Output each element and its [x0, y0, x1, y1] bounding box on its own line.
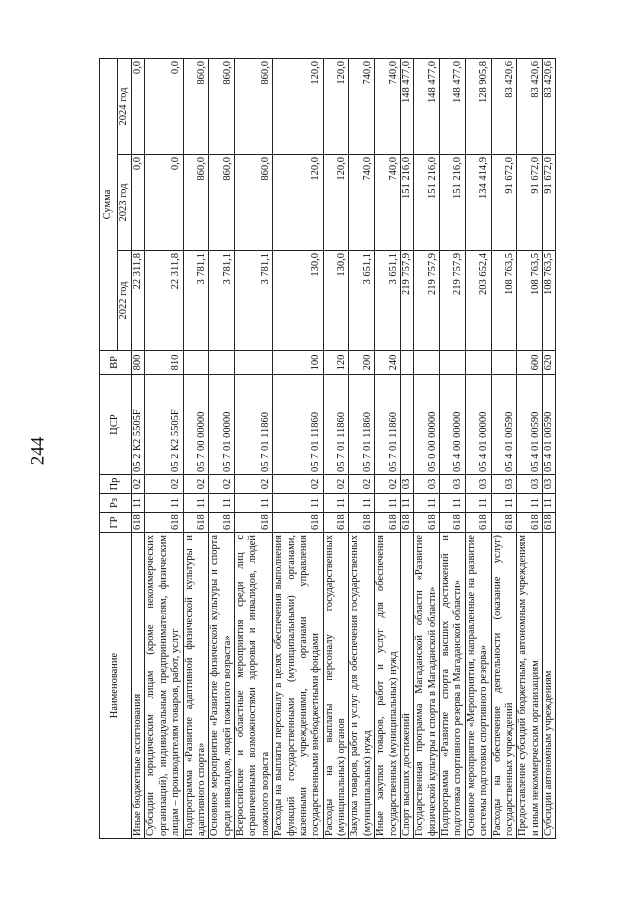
table-row [440, 59, 466, 839]
row-gr: 618 [440, 513, 466, 533]
row-csr [400, 375, 413, 475]
row-vr: 240 [375, 351, 401, 375]
table-row [183, 59, 209, 839]
row-gr: 618 [543, 513, 556, 533]
row-sum-2024: 83 420,6 [517, 59, 543, 155]
header-vr: ВР [100, 351, 132, 375]
row-vr: 620 [543, 351, 556, 375]
row-vr [209, 351, 235, 375]
page-number: 244 [27, 436, 49, 466]
row-name: Закупка товаров, работ и услуг для обеспечения государственных (муниципальных) нужд [349, 533, 375, 839]
row-pr: 02 [145, 475, 183, 494]
table-row [414, 59, 440, 839]
row-name: Иные закупки товаров, работ и услуг для обеспечения государственных (муниципальных) нужд [375, 533, 401, 839]
row-name: Расходы на выплаты персоналу государственных (муниципальных) органов [323, 533, 349, 839]
row-sum-2022: 108 763,5 [543, 251, 556, 351]
row-csr: 05 4 01 00590 [517, 375, 543, 475]
row-name: Государственная программа Магаданской области «Развитие физической культуры и спорта в Магаданской области» [414, 533, 440, 839]
row-name: Расходы на выплаты персоналу в целях обеспечения выполнения функций государственными (муниципальными) органами, казенными учреждениями, органами управления государственными внебюджетными фондами [273, 533, 324, 839]
table-row [375, 59, 401, 839]
row-sum-2024: 860,0 [209, 59, 235, 155]
row-gr: 618 [209, 513, 235, 533]
row-gr: 618 [400, 513, 413, 533]
row-pr: 02 [323, 475, 349, 494]
row-csr: 05 0 00 00000 [414, 375, 440, 475]
row-vr: 200 [349, 351, 375, 375]
table-body [132, 59, 556, 839]
row-csr: 05 4 00 00000 [440, 375, 466, 475]
table-row [323, 59, 349, 839]
row-vr [465, 351, 491, 375]
budget-table [99, 58, 556, 839]
row-sum-2022: 130,0 [273, 251, 324, 351]
row-sum-2023: 860,0 [235, 155, 273, 251]
row-csr: 05 7 01 11860 [273, 375, 324, 475]
row-rz: 11 [209, 494, 235, 513]
header-2022: 2022 год [118, 251, 132, 351]
row-sum-2023: 120,0 [273, 155, 324, 251]
header-2024: 2024 год [118, 59, 132, 155]
row-sum-2023: 151 216,0 [414, 155, 440, 251]
row-sum-2022: 219 757,9 [414, 251, 440, 351]
row-pr: 02 [132, 475, 145, 494]
row-sum-2023: 0,0 [145, 155, 183, 251]
header-sum: Сумма [100, 59, 118, 351]
row-sum-2022: 108 763,5 [517, 251, 543, 351]
table-row [517, 59, 543, 839]
row-name: Основное мероприятие «Развитие физической культуры и спорта среди инвалидов, людей пожилого возраста» [209, 533, 235, 839]
row-name: Иные бюджетные ассигнования [132, 533, 145, 839]
table-row [209, 59, 235, 839]
row-csr: 05 7 00 00000 [183, 375, 209, 475]
row-vr [491, 351, 517, 375]
row-csr: 05 4 01 00590 [543, 375, 556, 475]
row-csr: 05 4 01 00000 [465, 375, 491, 475]
row-pr: 03 [440, 475, 466, 494]
header-gr: ГР [100, 513, 132, 533]
row-rz: 11 [543, 494, 556, 513]
row-pr: 03 [491, 475, 517, 494]
row-name: Всероссийские и областные мероприятия среди лиц с ограниченными возможностями здоровья и инвалидов, людей пожилого возраста [235, 533, 273, 839]
row-csr: 05 7 01 11860 [323, 375, 349, 475]
row-sum-2023: 860,0 [183, 155, 209, 251]
row-rz: 11 [323, 494, 349, 513]
row-csr: 05 7 01 11860 [235, 375, 273, 475]
header-name: Наименование [100, 533, 132, 839]
row-sum-2023: 91 672,0 [517, 155, 543, 251]
row-gr: 618 [491, 513, 517, 533]
row-name: Спорт высших достижений [400, 533, 413, 839]
row-vr: 810 [145, 351, 183, 375]
table-row [465, 59, 491, 839]
row-sum-2023: 740,0 [375, 155, 401, 251]
header-rz: Рз [100, 494, 132, 513]
row-name: Расходы на обеспечение деятельности (оказание услуг) государственных учреждений [491, 533, 517, 839]
row-sum-2024: 148 477,0 [400, 59, 413, 155]
row-gr: 618 [375, 513, 401, 533]
row-gr: 618 [235, 513, 273, 533]
row-vr: 100 [273, 351, 324, 375]
row-sum-2024: 740,0 [349, 59, 375, 155]
row-sum-2024: 860,0 [235, 59, 273, 155]
row-sum-2023: 0,0 [132, 155, 145, 251]
row-gr: 618 [145, 513, 183, 533]
row-rz: 11 [235, 494, 273, 513]
row-name: Субсидии юридическим лицам (кроме некоммерческих организаций), индивидуальным предпринимателям, физическим лицам – производителям товаров, работ, услуг [145, 533, 183, 839]
row-pr: 03 [465, 475, 491, 494]
row-sum-2022: 130,0 [323, 251, 349, 351]
row-sum-2023: 91 672,0 [543, 155, 556, 251]
row-sum-2023: 134 414,9 [465, 155, 491, 251]
row-vr [400, 351, 413, 375]
row-sum-2023: 860,0 [209, 155, 235, 251]
row-sum-2024: 120,0 [273, 59, 324, 155]
row-gr: 618 [465, 513, 491, 533]
row-gr: 618 [414, 513, 440, 533]
row-sum-2024: 128 905,8 [465, 59, 491, 155]
row-vr: 600 [517, 351, 543, 375]
row-pr: 02 [349, 475, 375, 494]
row-vr: 800 [132, 351, 145, 375]
table-row [235, 59, 273, 839]
row-gr: 618 [349, 513, 375, 533]
table-row [349, 59, 375, 839]
row-sum-2024: 83 420,6 [543, 59, 556, 155]
row-sum-2023: 120,0 [323, 155, 349, 251]
row-gr: 618 [323, 513, 349, 533]
row-rz: 11 [491, 494, 517, 513]
table-canvas [99, 59, 640, 839]
row-sum-2024: 860,0 [183, 59, 209, 155]
table-header [100, 59, 132, 839]
row-rz: 11 [440, 494, 466, 513]
row-csr: 05 7 01 11860 [349, 375, 375, 475]
row-vr [414, 351, 440, 375]
row-rz: 11 [145, 494, 183, 513]
row-csr: 05 2 К2 5505F [145, 375, 183, 475]
row-name: Предоставление субсидий бюджетным, автономным учреждениям и иным некоммерческим организациям [517, 533, 543, 839]
row-sum-2024: 148 477,0 [440, 59, 466, 155]
row-sum-2022: 219 757,9 [400, 251, 413, 351]
row-rz: 11 [132, 494, 145, 513]
row-sum-2022: 3 651,1 [349, 251, 375, 351]
row-sum-2024: 120,0 [323, 59, 349, 155]
row-sum-2023: 91 672,0 [491, 155, 517, 251]
row-sum-2023: 151 216,0 [400, 155, 413, 251]
rotated-table-area [99, 59, 640, 839]
row-gr: 618 [517, 513, 543, 533]
row-sum-2022: 3 781,1 [209, 251, 235, 351]
row-sum-2022: 108 763,5 [491, 251, 517, 351]
row-pr: 03 [543, 475, 556, 494]
row-rz: 11 [375, 494, 401, 513]
row-sum-2022: 203 652,4 [465, 251, 491, 351]
row-sum-2022: 3 781,1 [235, 251, 273, 351]
header-csr: ЦСР [100, 375, 132, 475]
row-sum-2024: 83 420,6 [491, 59, 517, 155]
row-sum-2022: 3 781,1 [183, 251, 209, 351]
row-sum-2022: 219 757,9 [440, 251, 466, 351]
table-row [400, 59, 413, 839]
row-csr: 05 7 01 00000 [209, 375, 235, 475]
row-name: Подпрограмма «Развитие адаптивной физической культуры и адаптивного спорта» [183, 533, 209, 839]
row-rz: 11 [414, 494, 440, 513]
row-sum-2024: 148 477,0 [414, 59, 440, 155]
table-row [132, 59, 145, 839]
row-pr: 02 [183, 475, 209, 494]
row-gr: 618 [273, 513, 324, 533]
row-pr: 03 [400, 475, 413, 494]
row-sum-2024: 0,0 [145, 59, 183, 155]
row-rz: 11 [465, 494, 491, 513]
row-sum-2023: 740,0 [349, 155, 375, 251]
row-sum-2024: 0,0 [132, 59, 145, 155]
row-vr [440, 351, 466, 375]
row-sum-2022: 22 311,8 [145, 251, 183, 351]
table-row [491, 59, 517, 839]
row-rz: 11 [400, 494, 413, 513]
row-vr [183, 351, 209, 375]
row-rz: 11 [273, 494, 324, 513]
row-pr: 02 [273, 475, 324, 494]
table-row [273, 59, 324, 839]
table-row [543, 59, 556, 839]
row-pr: 02 [235, 475, 273, 494]
header-pr: Пр [100, 475, 132, 494]
row-vr [235, 351, 273, 375]
row-csr: 05 7 01 11860 [375, 375, 401, 475]
row-name: Подпрограмма «Развитие спорта высших достижений и подготовка спортивного резерва в Магаданской области» [440, 533, 466, 839]
header-2023: 2023 год [118, 155, 132, 251]
row-sum-2024: 740,0 [375, 59, 401, 155]
row-name: Основное мероприятие «Мероприятия, направленные на развитие системы подготовки спортивного резерва» [465, 533, 491, 839]
row-name: Субсидии автономным учреждениям [543, 533, 556, 839]
row-csr: 05 4 01 00590 [491, 375, 517, 475]
row-sum-2022: 3 651,1 [375, 251, 401, 351]
row-rz: 11 [183, 494, 209, 513]
row-rz: 11 [349, 494, 375, 513]
row-pr: 02 [209, 475, 235, 494]
row-pr: 03 [517, 475, 543, 494]
row-rz: 11 [517, 494, 543, 513]
row-pr: 02 [375, 475, 401, 494]
row-sum-2022: 22 311,8 [132, 251, 145, 351]
row-gr: 618 [183, 513, 209, 533]
row-csr: 05 2 К2 5505F [132, 375, 145, 475]
row-sum-2023: 151 216,0 [440, 155, 466, 251]
row-pr: 03 [414, 475, 440, 494]
row-vr: 120 [323, 351, 349, 375]
row-gr: 618 [132, 513, 145, 533]
table-row [145, 59, 183, 839]
